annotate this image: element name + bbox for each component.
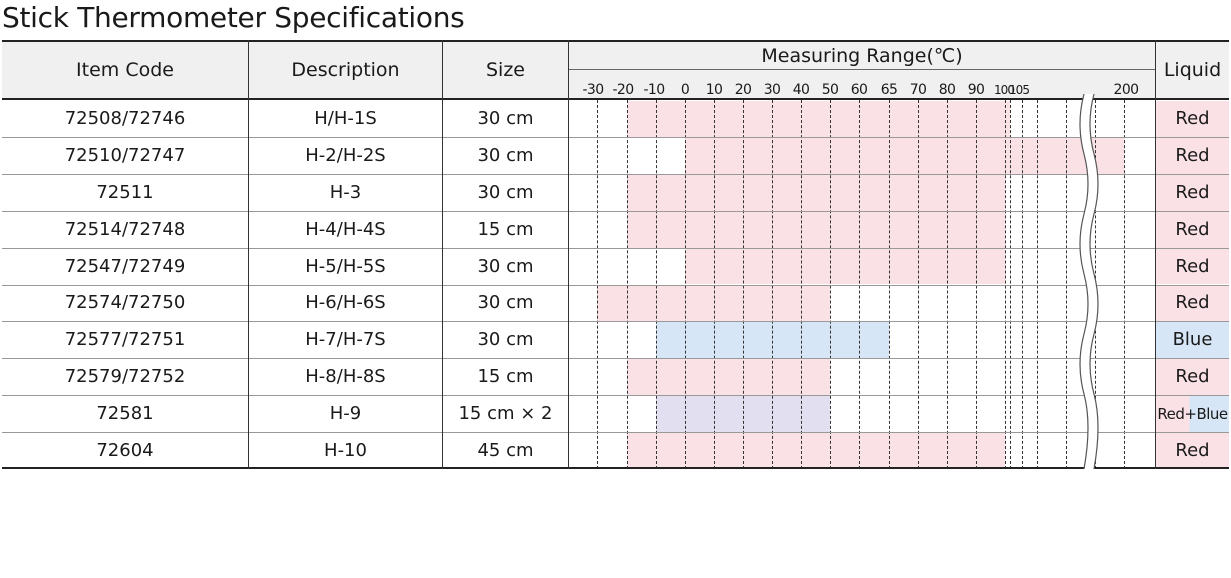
measuring-range-separator bbox=[568, 69, 1155, 70]
header-measuring-range: Measuring Range(℃) bbox=[761, 45, 963, 67]
range-band bbox=[685, 249, 1005, 285]
column-divider bbox=[1155, 40, 1156, 469]
scale-tick-label: 60 bbox=[850, 82, 868, 98]
header-size: Size bbox=[485, 59, 525, 81]
item-code-cell: 72604 bbox=[96, 440, 154, 462]
item-code-cell: 72577/72751 bbox=[64, 329, 186, 351]
scale-tick-label: 90 bbox=[967, 82, 985, 98]
item-code-cell: 72511 bbox=[96, 181, 154, 203]
item-code-cell: 72581 bbox=[96, 403, 154, 425]
description-cell: H-9 bbox=[329, 403, 362, 425]
size-cell: 15 cm bbox=[477, 366, 534, 388]
description-cell: H-4/H-4S bbox=[305, 218, 386, 240]
description-cell: H-2/H-2S bbox=[305, 144, 386, 166]
description-cell: H/H-1S bbox=[314, 107, 377, 129]
liquid-cell: Red bbox=[1175, 107, 1210, 129]
description-cell: H-3 bbox=[329, 181, 362, 203]
scale-tick-label: 50 bbox=[821, 82, 839, 98]
item-code-cell: 72547/72749 bbox=[64, 255, 186, 277]
row-divider bbox=[2, 174, 1229, 175]
liquid-part: + bbox=[1184, 404, 1197, 423]
row-divider bbox=[2, 211, 1229, 212]
description-cell: H-7/H-7S bbox=[305, 329, 386, 351]
description-cell: H-5/H-5S bbox=[305, 255, 386, 277]
liquid-cell: Red bbox=[1175, 144, 1210, 166]
scale-tick-label: -20 bbox=[612, 82, 634, 98]
row-divider bbox=[2, 358, 1229, 359]
scale-tick-label: -10 bbox=[643, 82, 665, 98]
header-liquid: Liquid bbox=[1163, 59, 1222, 81]
scale-tick-label: -30 bbox=[582, 82, 604, 98]
scale-tick-label: 30 bbox=[763, 82, 781, 98]
range-band bbox=[685, 138, 1124, 174]
page-title: Stick Thermometer Specifications bbox=[2, 1, 465, 34]
row-divider bbox=[2, 467, 1229, 469]
column-divider bbox=[248, 40, 249, 469]
liquid-cell: Blue bbox=[1172, 329, 1213, 351]
spec-table bbox=[2, 40, 1229, 469]
range-band bbox=[627, 359, 830, 395]
header-item-code: Item Code bbox=[76, 59, 174, 81]
scale-tick-label: 10 bbox=[705, 82, 723, 98]
scale-tick-label: 65 bbox=[880, 82, 898, 98]
item-code-cell: 72574/72750 bbox=[64, 292, 186, 314]
item-code-cell: 72510/72747 bbox=[64, 144, 186, 166]
liquid-cell: Red bbox=[1175, 292, 1210, 314]
scale-tick-label: 0 bbox=[680, 82, 690, 98]
liquid-cell: Red bbox=[1175, 366, 1210, 388]
item-code-cell: 72514/72748 bbox=[64, 218, 186, 240]
header-description: Description bbox=[291, 59, 400, 81]
liquid-cell: Red bbox=[1175, 218, 1210, 240]
item-code-cell: 72579/72752 bbox=[64, 366, 186, 388]
scale-tick-label: 100 bbox=[994, 83, 1014, 97]
liquid-cell: Red bbox=[1175, 181, 1210, 203]
row-divider bbox=[2, 98, 1229, 100]
column-divider bbox=[568, 40, 569, 469]
size-cell: 30 cm bbox=[477, 107, 534, 129]
liquid-cell: Red bbox=[1175, 440, 1210, 462]
size-cell: 15 cm × 2 bbox=[458, 403, 553, 425]
scale-break-icon bbox=[1072, 94, 1102, 469]
row-divider bbox=[2, 248, 1229, 249]
scale-tick-label: 40 bbox=[792, 82, 810, 98]
size-cell: 30 cm bbox=[477, 255, 534, 277]
liquid-cell bbox=[1156, 395, 1229, 432]
range-band bbox=[627, 212, 1005, 248]
size-cell: 30 cm bbox=[477, 292, 534, 314]
scale-tick-label: 70 bbox=[909, 82, 927, 98]
row-divider bbox=[2, 285, 1229, 286]
size-cell: 15 cm bbox=[477, 218, 534, 240]
liquid-part: Red bbox=[1157, 404, 1185, 423]
scale-tick-label: 105 bbox=[1009, 83, 1029, 97]
scale-tick-label: 20 bbox=[734, 82, 752, 98]
liquid-part: Blue bbox=[1196, 404, 1228, 423]
row-divider bbox=[2, 395, 1229, 396]
size-cell: 45 cm bbox=[477, 440, 534, 462]
row-divider bbox=[2, 137, 1229, 138]
description-cell: H-8/H-8S bbox=[305, 366, 386, 388]
row-divider bbox=[2, 40, 1229, 42]
row-divider bbox=[2, 321, 1229, 322]
description-cell: H-10 bbox=[324, 440, 367, 462]
item-code-cell: 72508/72746 bbox=[64, 107, 186, 129]
range-band bbox=[627, 433, 1005, 469]
range-band bbox=[627, 175, 1005, 211]
description-cell: H-6/H-6S bbox=[305, 292, 386, 314]
size-cell: 30 cm bbox=[477, 144, 534, 166]
scale-tick-label: 80 bbox=[938, 82, 956, 98]
liquid-cell: Red bbox=[1175, 255, 1210, 277]
size-cell: 30 cm bbox=[477, 329, 534, 351]
size-cell: 30 cm bbox=[477, 181, 534, 203]
column-divider bbox=[442, 40, 443, 469]
scale-tick-label: 200 bbox=[1113, 82, 1139, 98]
row-divider bbox=[2, 432, 1229, 433]
